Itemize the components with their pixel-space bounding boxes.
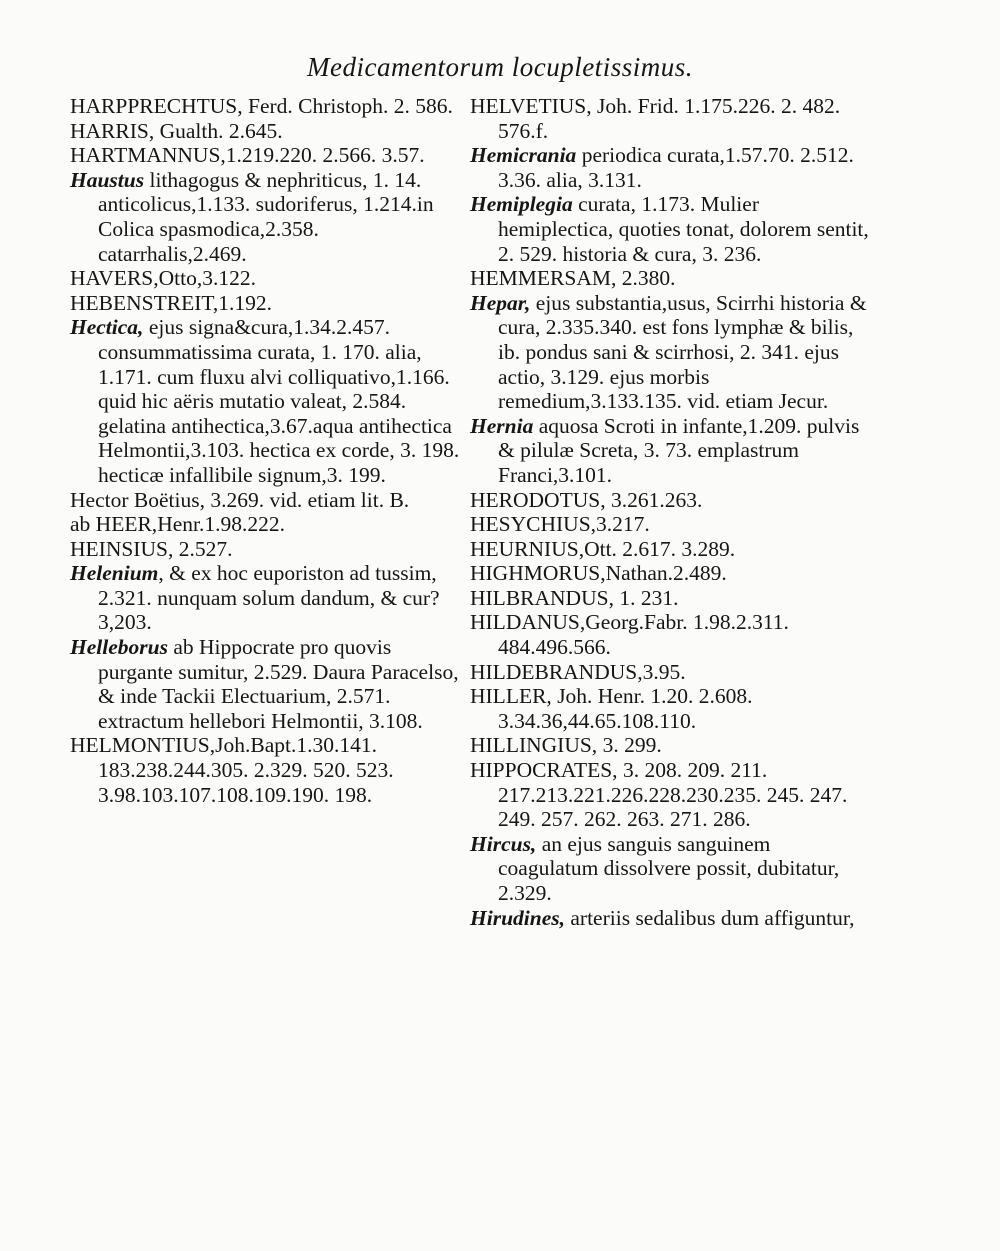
- index-entry: Hector Boëtius, 3.269. vid. etiam lit. B.: [70, 487, 410, 512]
- index-entry: ab HEER,Henr.1.98.222.: [70, 512, 285, 537]
- index-entry: HELMONTIUS,Joh.Bapt.1.30.141. 183.238.244.305. 2.329. 520. 523. 3.98.103.107.108.109.190. 198.: [70, 733, 394, 807]
- index-entry: Helleborus ab Hippocrate pro quovis purgante sumitur, 2.529. Daura Paracelso, & inde Tackii Electuarium, 2.571. extractum hellebori Helmontii, 3.108.: [70, 635, 459, 733]
- index-entry: HILDANUS,Georg.Fabr. 1.98.2.311. 484.496.566.: [470, 610, 789, 660]
- index-entry: HEMMERSAM, 2.380.: [470, 266, 676, 291]
- index-entry: HILDEBRANDUS,3.95.: [470, 659, 686, 684]
- running-head: Medicamentorum locupletissimus.: [307, 52, 693, 82]
- index-entry: HELVETIUS, Joh. Frid. 1.175.226. 2. 482. 576.f.: [470, 94, 841, 143]
- index-column-left: [70, 94, 465, 807]
- index-entry: Hectica, ejus signa&cura,1.34.2.457. consummatissima curata, 1. 170. alia, 1.171. cum fluxu alvi colliquativo,1.166. quid hic aëris mutatio valeat, 2.584. gelatina antihectica,3.67.aqua antihectica Helmontii,3.103. hectica ex corde, 3. 198. hecticæ infallibile signum,3. 199.: [70, 315, 460, 487]
- index-entry: HARPPRECHTUS, Ferd. Christoph. 2. 586.: [70, 94, 453, 118]
- index-entry: HILLER, Joh. Henr. 1.20. 2.608. 3.34.36,44.65.108.110.: [470, 684, 753, 733]
- index-entry: Helenium, & ex hoc euporiston ad tussim, 2.321. nunquam solum dandum, & cur? 3,203.: [70, 561, 440, 635]
- index-entry: HAVERS,Otto,3.122.: [70, 266, 256, 291]
- index-entry: HEURNIUS,Ott. 2.617. 3.289.: [470, 536, 736, 561]
- index-entry: Hircus, an ejus sanguis sanguinem coagulatum dissolvere possit, dubitatur, 2.329.: [470, 831, 840, 905]
- index-entry: HESYCHIUS,3.217.: [470, 512, 650, 537]
- index-entry: HILLINGIUS, 3. 299.: [470, 733, 662, 758]
- index-entry: HARTMANNUS,1.219.220. 2.566. 3.57.: [70, 143, 425, 168]
- index-entry: HEINSIUS, 2.527.: [70, 536, 233, 561]
- index-entry: HIGHMORUS,Nathan.2.489.: [470, 561, 727, 586]
- index-entry: HIPPOCRATES, 3. 208. 209. 211. 217.213.221.226.228.230.235. 245. 247. 249. 257. 262. 263. 271. 286.: [470, 758, 848, 832]
- index-entry: HILBRANDUS, 1. 231.: [470, 585, 679, 610]
- index-entry: Hepar, ejus substantia,usus, Scirrhi historia & cura, 2.335.340. est fons lymphæ & bilis, ib. pondus sani & scirrhosi, 2. 341. ejus actio, 3.129. ejus morbis remedium,3.133.135. vid. etiam Jecur.: [470, 290, 867, 414]
- index-entry: HEBENSTREIT,1.192.: [70, 290, 273, 315]
- index-entry: Hemiplegia curata, 1.173. Mulier hemiplectica, quoties tonat, dolorem sentit, 2. 529. historia & cura, 3. 236.: [470, 192, 869, 266]
- index-entry: Hirudines, arteriis sedalibus dum affiguntur,: [470, 905, 855, 930]
- index-entry: HERODOTUS, 3.261.263.: [470, 487, 703, 512]
- index-entry: Hernia aquosa Scroti in infante,1.209. pulvis & pilulæ Screta, 3. 73. emplastrum Franci,3.101.: [470, 413, 860, 487]
- index-entry: Hemicrania periodica curata,1.57.70. 2.512. 3.36. alia, 3.131.: [470, 143, 854, 192]
- index-entry: Haustus lithagogus & nephriticus, 1. 14. anticolicus,1.133. sudoriferus, 1.214.in Colica spasmodica,2.358. catarrhalis,2.469.: [70, 167, 434, 266]
- index-entry: HARRIS, Gualth. 2.645.: [70, 118, 283, 143]
- index-column-right: [470, 94, 875, 930]
